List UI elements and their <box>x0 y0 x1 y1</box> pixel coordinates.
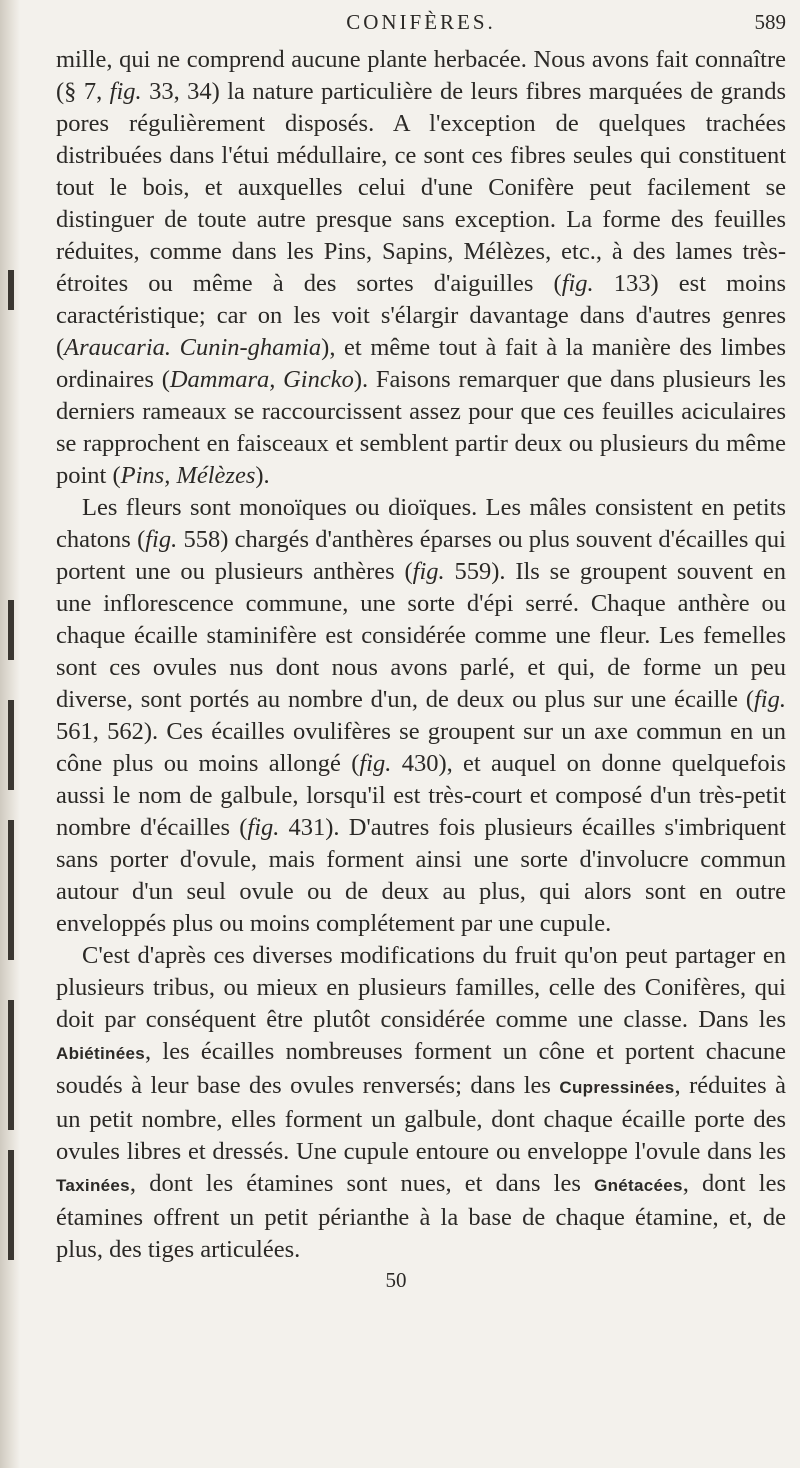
body-text <box>56 44 786 1266</box>
family-name: Taxinées <box>56 1176 130 1195</box>
family-name: Abiétinées <box>56 1044 145 1063</box>
text-segment: 430), et auquel on donne quelquefois aussi le nom de galbule, lorsqu'il est très-court et composé d'un très-petit nombre d'écailles ( <box>56 750 787 841</box>
text-segment: 133) est moins caractéristique; car on les voit s'élargir davantage dans d'autres genres ( <box>56 270 787 361</box>
text-segment: , les écailles nombreuses forment un cône et portent chacune soudés à leur base des ovules renversés; dans les <box>56 1038 786 1099</box>
spine-mark <box>8 1150 14 1260</box>
italic-text: Pins, Mélèzes <box>120 462 256 489</box>
italic-text: fig. <box>561 270 594 297</box>
italic-text: fig. <box>412 558 445 585</box>
italic-text: Dammara, Gincko <box>169 366 354 393</box>
running-head: CONIFÈRES. <box>346 10 496 34</box>
book-spine-shadow <box>0 0 20 1468</box>
text-segment: ). Faisons remarquer que dans plusieurs les derniers rameaux se raccourcissent assez pour que ces feuilles aciculaires se rapprochent en faisceaux et semblent partir deux ou plusieurs du même point ( <box>56 366 786 489</box>
italic-text: fig. <box>754 686 786 713</box>
italic-text: Araucaria. Cunin-ghamia <box>64 334 322 361</box>
book-page <box>56 6 786 1406</box>
text-segment: 33, 34) la nature particulière de leurs fibres marquées de grands pores régulièrement disposés. A l'exception de quelques trachées distribuées dans l'étui médullaire, ce sont ces fibres seules qui constituent tout le bois, et auxquelles celui d'une Conifère peut facilement se distinguer de toute autre presque sans exception. La forme des feuilles réduites, comme dans les Pins, Sapins, Mélèzes, etc., à des lames très-étroites ou même à des sortes d'aiguilles ( <box>56 78 786 297</box>
text-segment: , dont les étamines offrent un petit périanthe à la base de chaque étamine, et, de plus, des tiges articulées. <box>56 1170 786 1263</box>
text-segment: 431). D'autres fois plusieurs écailles s'imbriquent sans porter d'ovule, mais forment ainsi une sorte d'involucre commun autour d'un seul ovule ou de deux au plus, qui alors sont en outre enveloppés plus ou moins complétement par une cupule. <box>56 814 786 937</box>
italic-text: fig. <box>359 750 392 777</box>
spine-mark <box>8 600 14 660</box>
text-segment: , réduites à un petit nombre, elles forment un galbule, dont chaque écaille porte des ovules libres et dressés. Une cupule entoure ou enveloppe l'ovule dans les <box>56 1072 786 1165</box>
text-segment: , dont les étamines sont nues, et dans les <box>129 1170 595 1197</box>
signature-mark: 50 <box>385 1268 407 1292</box>
spine-mark <box>8 820 14 960</box>
text-segment: 561, 562). Ces écailles ovulifères se groupent sur un axe commun en un cône plus ou moins allongé ( <box>56 718 786 777</box>
paragraph <box>56 44 786 492</box>
italic-text: fig. <box>145 526 178 553</box>
spine-mark <box>8 270 14 310</box>
text-segment: C'est d'après ces diverses modifications du fruit qu'on peut partager en plusieurs tribus, ou mieux en plusieurs familles, celle des Conifères, qui doit par conséquent être plutôt considérée comme une classe. Dans les <box>56 942 786 1033</box>
page-number: 589 <box>754 10 786 34</box>
paragraph <box>56 940 786 1266</box>
text-segment: Les fleurs sont monoïques ou dioïques. Les mâles consistent en petits chatons ( <box>56 494 786 553</box>
italic-text: fig. <box>109 78 142 105</box>
paragraph <box>56 492 786 940</box>
family-name: Gnétacées <box>594 1176 683 1195</box>
italic-text: fig. <box>247 814 280 841</box>
text-segment: ). <box>255 462 270 489</box>
text-segment: 559). Ils se groupent souvent en une inflorescence commune, une sorte d'épi serré. Chaque anthère ou chaque écaille staminifère est considérée comme une fleur. Les femelles sont ces ovules nus dont nous avons parlé, et qui, de forme un peu diverse, sont portés au nombre d'un, de deux ou plus sur une écaille ( <box>56 558 786 713</box>
text-segment: ), et même tout à fait à la manière des limbes ordinaires ( <box>56 334 786 393</box>
spine-mark <box>8 1000 14 1130</box>
spine-mark <box>8 700 14 790</box>
text-segment: 558) chargés d'anthères éparses ou plus souvent d'écailles qui portent une ou plusieurs anthères ( <box>56 526 786 585</box>
text-segment: mille, qui ne comprend aucune plante herbacée. Nous avons fait connaître (§ 7, <box>56 46 786 105</box>
page-header <box>56 6 786 44</box>
family-name: Cupressinées <box>559 1078 675 1097</box>
